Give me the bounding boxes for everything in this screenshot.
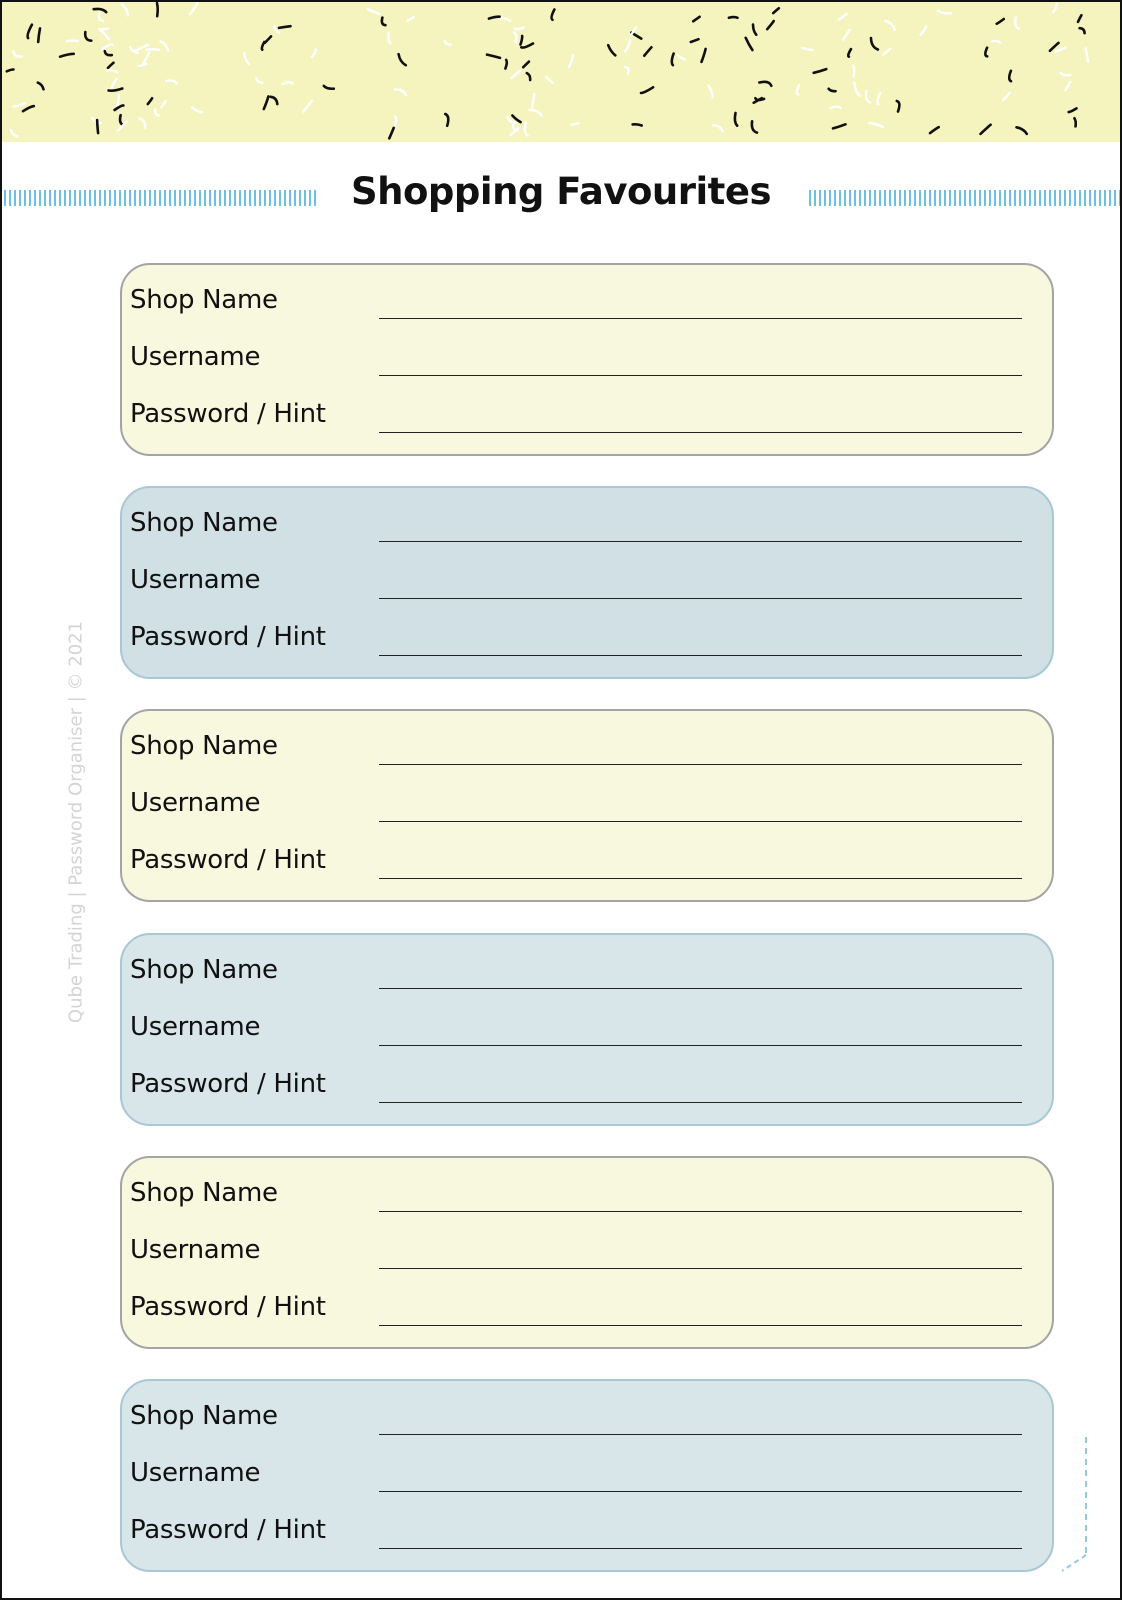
confetti-piece bbox=[938, 11, 951, 14]
username-label: Username bbox=[130, 1235, 261, 1265]
confetti-piece bbox=[855, 83, 860, 96]
confetti-piece bbox=[831, 107, 841, 109]
confetti-piece bbox=[702, 49, 706, 62]
shop-name-line[interactable] bbox=[379, 1211, 1022, 1212]
confetti-piece bbox=[109, 89, 123, 91]
confetti-piece bbox=[144, 53, 150, 64]
username-line[interactable] bbox=[379, 1045, 1022, 1046]
shop-name-field[interactable] bbox=[122, 949, 1052, 989]
password-hint-line[interactable] bbox=[379, 878, 1022, 879]
confetti-piece bbox=[445, 114, 448, 126]
confetti-piece bbox=[767, 21, 774, 29]
confetti-piece bbox=[265, 36, 271, 42]
confetti-piece bbox=[122, 5, 128, 16]
password-hint-label: Password / Hint bbox=[130, 399, 326, 429]
shop-name-field[interactable] bbox=[122, 279, 1052, 319]
confetti-piece bbox=[672, 54, 674, 66]
confetti-piece bbox=[753, 25, 756, 35]
confetti-piece bbox=[303, 101, 312, 112]
password-hint-line[interactable] bbox=[379, 655, 1022, 656]
confetti-piece bbox=[312, 50, 316, 57]
confetti-piece bbox=[878, 93, 880, 104]
username-field[interactable] bbox=[122, 782, 1052, 822]
confetti-piece bbox=[155, 110, 159, 116]
confetti-piece bbox=[487, 55, 500, 58]
confetti-piece bbox=[752, 121, 757, 132]
confetti-piece bbox=[625, 40, 630, 51]
confetti-piece bbox=[115, 105, 124, 110]
confetti-piece bbox=[985, 48, 987, 57]
confetti-piece bbox=[883, 49, 890, 55]
confetti-piece bbox=[140, 119, 146, 128]
confetti-piece bbox=[162, 101, 166, 107]
confetti-piece bbox=[513, 124, 518, 130]
confetti-piece bbox=[1074, 118, 1075, 126]
confetti-piece bbox=[161, 41, 169, 50]
username-field[interactable] bbox=[122, 1006, 1052, 1046]
confetti-piece bbox=[552, 10, 555, 20]
password-hint-field[interactable] bbox=[122, 616, 1052, 656]
confetti-piece bbox=[368, 9, 379, 14]
confetti-piece bbox=[399, 54, 406, 65]
confetti-piece bbox=[395, 116, 396, 125]
confetti-piece bbox=[866, 91, 870, 103]
confetti-piece bbox=[735, 113, 737, 126]
page-title: Shopping Favourites bbox=[351, 170, 771, 213]
confetti-piece bbox=[1066, 82, 1071, 90]
password-hint-label: Password / Hint bbox=[130, 845, 326, 875]
confetti-piece bbox=[839, 14, 846, 20]
confetti-piece bbox=[264, 96, 269, 109]
username-field[interactable] bbox=[122, 559, 1052, 599]
confetti-piece bbox=[678, 55, 685, 59]
copyright-watermark: Qube Trading | Password Organiser | © 2021 bbox=[65, 620, 87, 1024]
username-label: Username bbox=[130, 1012, 261, 1042]
confetti-piece bbox=[85, 32, 91, 41]
confetti-piece bbox=[546, 77, 553, 83]
username-line[interactable] bbox=[379, 598, 1022, 599]
confetti-piece bbox=[571, 123, 578, 125]
confetti-piece bbox=[7, 69, 14, 71]
shop-name-label: Shop Name bbox=[130, 955, 278, 985]
confetti-piece bbox=[1078, 15, 1081, 22]
password-hint-label: Password / Hint bbox=[130, 1069, 326, 1099]
confetti-piece bbox=[759, 82, 771, 86]
confetti-piece bbox=[633, 124, 642, 125]
password-hint-label: Password / Hint bbox=[130, 1292, 326, 1322]
confetti-piece bbox=[693, 17, 699, 22]
shop-name-line[interactable] bbox=[379, 541, 1022, 542]
confetti-piece bbox=[1003, 93, 1010, 100]
password-hint-field[interactable] bbox=[122, 1063, 1052, 1103]
confetti-piece bbox=[105, 51, 112, 55]
username-line[interactable] bbox=[379, 821, 1022, 822]
confetti-piece bbox=[523, 62, 529, 68]
confetti-piece bbox=[256, 78, 262, 83]
shop-name-line[interactable] bbox=[379, 318, 1022, 319]
confetti-piece bbox=[60, 54, 74, 57]
confetti-piece bbox=[102, 44, 113, 49]
confetti-piece bbox=[1080, 28, 1085, 33]
confetti-piece bbox=[713, 125, 723, 131]
password-hint-line[interactable] bbox=[379, 1325, 1022, 1326]
confetti-piece bbox=[1050, 43, 1059, 51]
confetti-piece bbox=[279, 26, 291, 28]
confetti-piece bbox=[1061, 73, 1071, 76]
password-hint-field[interactable] bbox=[122, 393, 1052, 433]
confetti-piece bbox=[38, 83, 44, 90]
confetti-piece bbox=[408, 17, 414, 21]
confetti-piece bbox=[99, 13, 103, 22]
confetti-piece bbox=[120, 115, 122, 124]
confetti-piece bbox=[512, 70, 521, 77]
confetti-piece bbox=[107, 70, 118, 72]
confetti-piece bbox=[108, 63, 114, 68]
confetti-piece bbox=[501, 18, 510, 21]
confetti-piece bbox=[1017, 127, 1027, 134]
password-hint-label: Password / Hint bbox=[130, 1515, 326, 1545]
confetti-piece bbox=[981, 125, 991, 134]
confetti-piece bbox=[13, 52, 22, 57]
confetti-piece bbox=[797, 85, 799, 94]
confetti-piece bbox=[324, 86, 334, 89]
confetti-piece bbox=[843, 30, 850, 40]
username-label: Username bbox=[130, 565, 261, 595]
confetti-piece bbox=[388, 33, 390, 43]
confetti-piece bbox=[1053, 4, 1057, 12]
password-hint-line[interactable] bbox=[379, 1548, 1022, 1549]
confetti-piece bbox=[921, 27, 927, 35]
confetti-piece bbox=[709, 86, 713, 98]
confetti-piece bbox=[897, 101, 900, 112]
confetti-piece bbox=[166, 81, 177, 84]
confetti-piece bbox=[14, 103, 26, 107]
confetti-piece bbox=[532, 94, 534, 108]
shop-name-line[interactable] bbox=[379, 1434, 1022, 1435]
confetti-piece bbox=[1086, 48, 1088, 61]
shop-entry-card-5 bbox=[120, 1156, 1054, 1349]
username-label: Username bbox=[130, 788, 261, 818]
confetti-piece bbox=[992, 41, 1000, 43]
confetti-piece bbox=[814, 69, 827, 73]
confetti-piece bbox=[489, 17, 500, 19]
username-label: Username bbox=[130, 1458, 261, 1488]
password-hint-label: Password / Hint bbox=[130, 622, 326, 652]
confetti-piece bbox=[644, 47, 651, 55]
shop-name-field[interactable] bbox=[122, 725, 1052, 765]
confetti-piece bbox=[641, 87, 653, 93]
confetti-piece bbox=[244, 53, 249, 64]
username-field[interactable] bbox=[122, 336, 1052, 376]
confetti-piece bbox=[871, 38, 878, 50]
confetti-piece bbox=[112, 79, 117, 88]
confetti-piece bbox=[23, 106, 34, 111]
confetti-piece bbox=[746, 38, 753, 50]
shop-name-field[interactable] bbox=[122, 1172, 1052, 1212]
password-hint-line[interactable] bbox=[379, 432, 1022, 433]
confetti-piece bbox=[389, 128, 393, 138]
confetti-piece bbox=[101, 30, 109, 39]
shop-name-field[interactable] bbox=[122, 1395, 1052, 1435]
shop-name-label: Shop Name bbox=[130, 1401, 278, 1431]
confetti-piece bbox=[505, 60, 506, 69]
confetti-piece bbox=[569, 55, 573, 67]
confetti-piece bbox=[848, 49, 851, 57]
confetti-piece bbox=[829, 89, 836, 91]
confetti-piece bbox=[11, 130, 17, 136]
confetti-piece bbox=[1056, 48, 1066, 52]
confetti-piece bbox=[283, 82, 293, 84]
confetti-piece bbox=[802, 48, 812, 50]
confetti-piece bbox=[729, 17, 738, 18]
password-hint-field[interactable] bbox=[122, 1509, 1052, 1549]
confetti-piece bbox=[521, 36, 523, 45]
confetti-piece bbox=[157, 3, 158, 16]
username-field[interactable] bbox=[122, 1452, 1052, 1492]
confetti-piece bbox=[1015, 17, 1019, 28]
shop-entry-card-3 bbox=[120, 709, 1054, 902]
shop-name-label: Shop Name bbox=[130, 285, 278, 315]
confetti-piece bbox=[190, 3, 198, 15]
confetti-piece bbox=[833, 124, 846, 128]
confetti-piece bbox=[192, 107, 202, 112]
confetti-piece bbox=[148, 98, 152, 104]
corner-crop-mark bbox=[1052, 1437, 1092, 1577]
username-label: Username bbox=[130, 342, 261, 372]
shop-name-field[interactable] bbox=[122, 502, 1052, 542]
confetti-piece bbox=[691, 39, 699, 42]
password-hint-field[interactable] bbox=[122, 839, 1052, 879]
confetti-piece bbox=[515, 28, 524, 30]
confetti-piece bbox=[853, 66, 854, 77]
shop-name-line[interactable] bbox=[379, 764, 1022, 765]
confetti-piece bbox=[445, 41, 451, 45]
shop-name-label: Shop Name bbox=[130, 1178, 278, 1208]
confetti-piece bbox=[395, 89, 406, 95]
confetti-piece bbox=[1009, 71, 1011, 81]
confetti-piece bbox=[1069, 108, 1077, 112]
shop-entry-card-6 bbox=[120, 1379, 1054, 1572]
confetti-banner bbox=[2, 2, 1120, 142]
username-line[interactable] bbox=[379, 375, 1022, 376]
confetti-piece bbox=[885, 21, 894, 30]
confetti-piece bbox=[514, 33, 516, 43]
confetti-piece bbox=[271, 97, 278, 104]
confetti-piece bbox=[97, 120, 98, 133]
username-line[interactable] bbox=[379, 1491, 1022, 1492]
password-hint-field[interactable] bbox=[122, 1286, 1052, 1326]
confetti-piece bbox=[527, 73, 530, 80]
password-hint-line[interactable] bbox=[379, 1102, 1022, 1103]
confetti-piece bbox=[773, 8, 779, 13]
confetti-piece bbox=[625, 67, 629, 74]
shop-name-label: Shop Name bbox=[130, 508, 278, 538]
confetti-pattern bbox=[2, 2, 1120, 142]
shop-entry-card-1 bbox=[120, 263, 1054, 456]
confetti-piece bbox=[521, 44, 533, 48]
shop-name-line[interactable] bbox=[379, 988, 1022, 989]
confetti-piece bbox=[530, 110, 542, 116]
username-line[interactable] bbox=[379, 1268, 1022, 1269]
shop-entry-card-4 bbox=[120, 933, 1054, 1126]
username-field[interactable] bbox=[122, 1229, 1052, 1269]
confetti-piece bbox=[38, 28, 40, 42]
confetti-piece bbox=[869, 123, 882, 127]
confetti-piece bbox=[608, 45, 615, 55]
confetti-piece bbox=[28, 25, 32, 38]
shop-name-label: Shop Name bbox=[130, 731, 278, 761]
confetti-piece bbox=[525, 122, 528, 135]
confetti-piece bbox=[382, 18, 386, 26]
confetti-piece bbox=[930, 127, 939, 133]
shop-entry-card-2 bbox=[120, 486, 1054, 679]
confetti-piece bbox=[997, 19, 1004, 24]
